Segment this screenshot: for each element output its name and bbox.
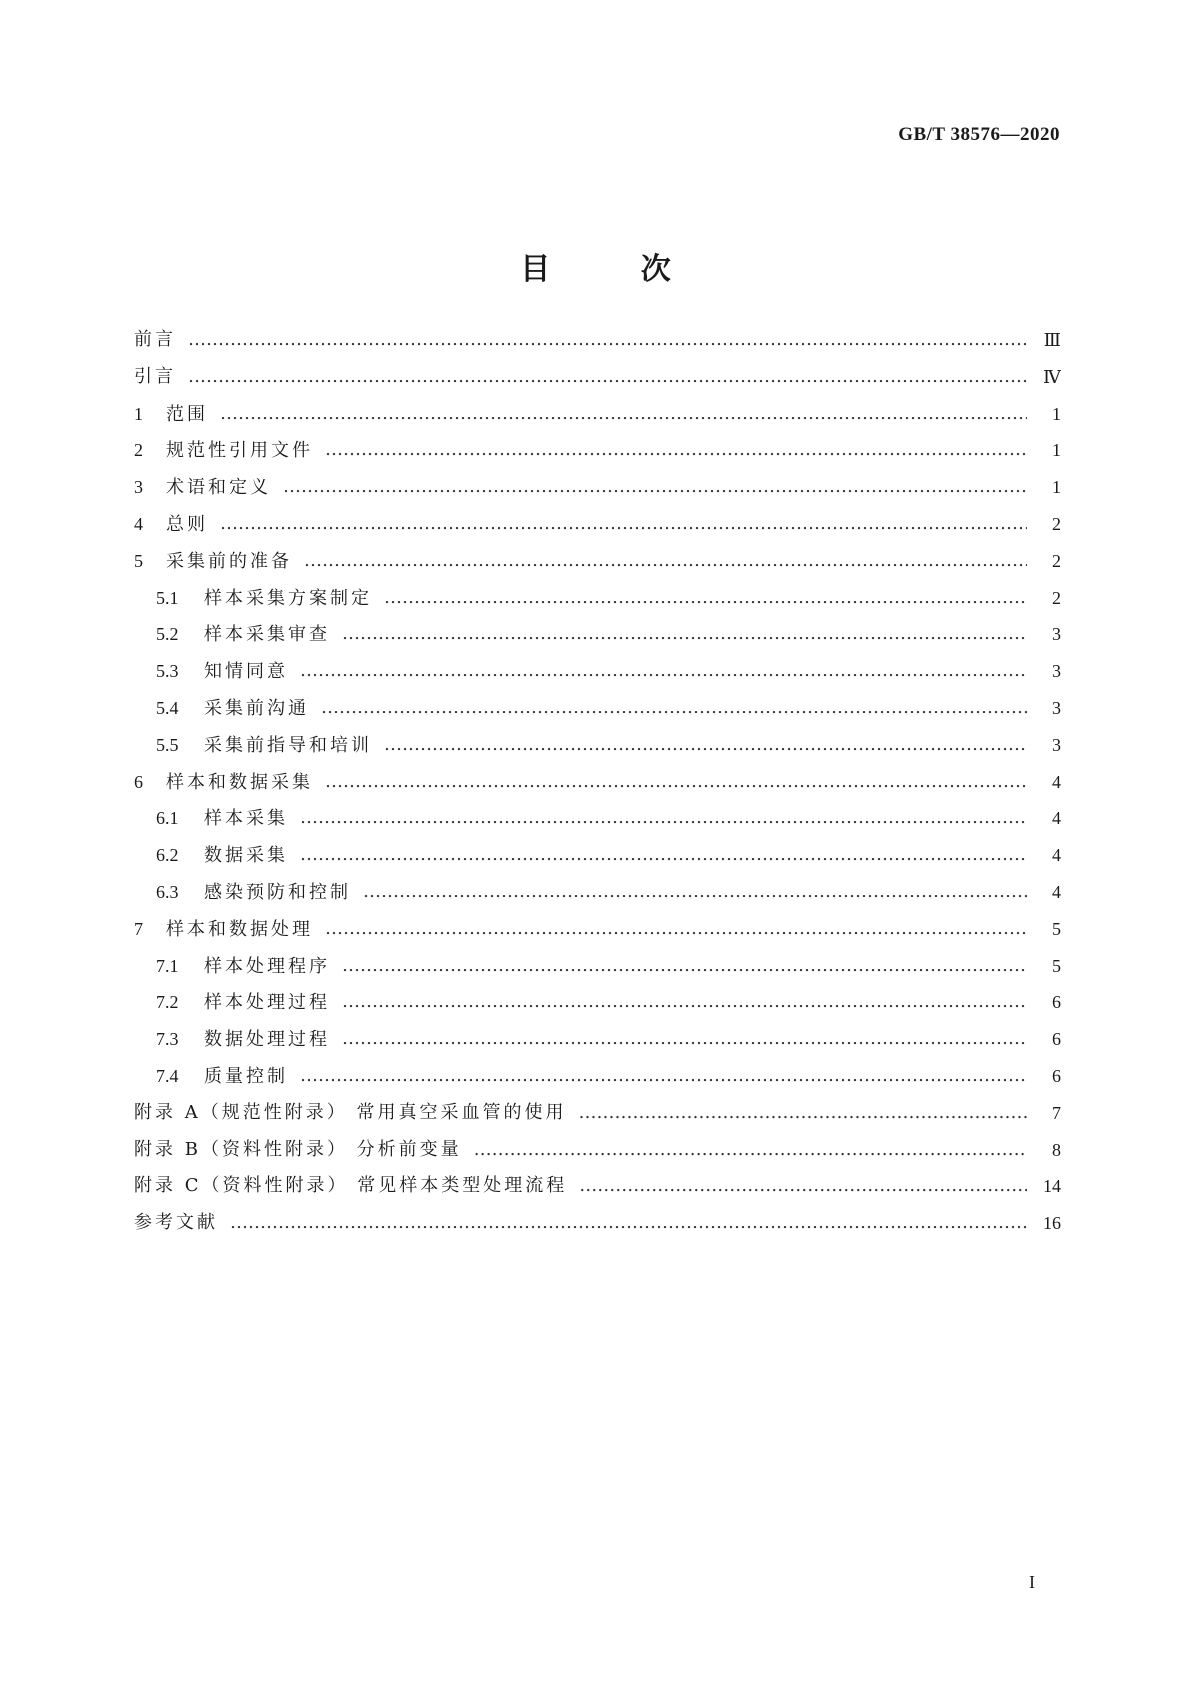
- toc-entry-number: 2: [134, 440, 143, 461]
- page-title: 目 次: [520, 252, 711, 288]
- toc-entry-label: 引言: [134, 365, 176, 387]
- toc-dot-leader: [342, 984, 1027, 1021]
- toc-dot-leader: [384, 727, 1027, 764]
- toc-dot-leader: [325, 432, 1027, 469]
- toc-entry-label: 样本和数据处理: [166, 918, 313, 940]
- toc-entry[interactable]: [134, 690, 1061, 727]
- toc-dot-leader: [283, 469, 1027, 506]
- toc-entry-label: 数据处理过程: [204, 1029, 330, 1051]
- toc-entry-label: 采集前指导和培训: [204, 734, 372, 756]
- toc-entry-page: 4: [1031, 837, 1061, 874]
- toc-entry-page: 4: [1031, 800, 1061, 837]
- toc-dot-leader: [300, 837, 1027, 874]
- toc-entry-page: 1: [1031, 432, 1061, 469]
- toc-entry-page: 3: [1031, 690, 1061, 727]
- toc-dot-leader: [304, 543, 1027, 580]
- toc-entry-number: 7.4: [156, 1065, 179, 1086]
- toc-entry-number: 6.1: [156, 808, 179, 829]
- toc-dot-leader: [325, 911, 1027, 948]
- toc-entry-page: 6: [1031, 984, 1061, 1021]
- toc-dot-leader: [474, 1132, 1027, 1169]
- toc-entry-page: 6: [1031, 1058, 1061, 1095]
- toc-entry-number: 3: [134, 477, 143, 498]
- toc-dot-leader: [578, 1095, 1027, 1132]
- toc-entry-label: 样本和数据采集: [166, 771, 313, 793]
- toc-entry[interactable]: [134, 543, 1061, 580]
- toc-entry-number: 5.3: [156, 661, 179, 682]
- toc-entry[interactable]: [134, 506, 1061, 543]
- toc-entry-label: 附录 A（规范性附录） 常用真空采血管的使用: [134, 1101, 567, 1123]
- toc-entry-page: 6: [1031, 1021, 1061, 1058]
- toc-entry-page: 5: [1031, 948, 1061, 985]
- toc-entry-number: 5.1: [156, 587, 179, 608]
- toc-entry-page: 3: [1031, 727, 1061, 764]
- toc-dot-leader: [384, 580, 1027, 617]
- toc-dot-leader: [220, 396, 1027, 433]
- toc-entry-label: 总则: [166, 513, 208, 535]
- toc-dot-leader: [363, 874, 1027, 911]
- toc-dot-leader: [220, 506, 1027, 543]
- toc-entry[interactable]: [134, 874, 1061, 911]
- toc-entry-page: 2: [1031, 580, 1061, 617]
- toc-entry-number: 7: [134, 918, 143, 939]
- toc-entry[interactable]: [134, 911, 1061, 948]
- toc-entry[interactable]: [134, 800, 1061, 837]
- toc-entry[interactable]: [134, 469, 1061, 506]
- toc-entry-label: 前言: [134, 329, 176, 350]
- toc-entry-number: 7.3: [156, 1029, 179, 1050]
- toc-dot-leader: [342, 1021, 1027, 1058]
- toc-entry-page: 3: [1031, 616, 1061, 653]
- toc-entry-label: 数据采集: [204, 845, 288, 867]
- toc-entry-page: 4: [1031, 874, 1061, 911]
- toc-entry[interactable]: [134, 984, 1061, 1021]
- toc-entry-label: 质量控制: [204, 1065, 288, 1087]
- toc-dot-leader: [321, 690, 1027, 727]
- toc-dot-leader: [579, 1168, 1027, 1205]
- toc-entry-label: 样本采集: [204, 808, 288, 830]
- toc-entry-page: 14: [1031, 1168, 1061, 1205]
- toc-entry-page: 8: [1031, 1132, 1061, 1169]
- toc-entry[interactable]: [134, 727, 1061, 764]
- toc-entry-label: 样本采集审查: [204, 624, 330, 646]
- toc-dot-leader: [300, 800, 1027, 837]
- toc-entry-label: 感染预防和控制: [204, 881, 351, 903]
- toc-entry-page: 7: [1031, 1095, 1061, 1132]
- toc-entry[interactable]: [134, 1058, 1061, 1095]
- toc-entry-number: 7.1: [156, 955, 179, 976]
- toc-entry[interactable]: [134, 653, 1061, 690]
- toc-entry-page: 4: [1031, 764, 1061, 801]
- toc-entry-number: 5.4: [156, 697, 179, 718]
- toc-entry-label: 术语和定义: [166, 477, 271, 499]
- toc-entry[interactable]: [134, 359, 1061, 396]
- toc-entry[interactable]: [134, 1205, 1061, 1242]
- toc-entry-number: 6.2: [156, 845, 179, 866]
- toc-entry-number: 5.5: [156, 734, 179, 755]
- toc-entry-label: 样本处理程序: [204, 955, 330, 977]
- toc-entry-label: 样本采集方案制定: [204, 587, 372, 609]
- toc-entry[interactable]: [134, 616, 1061, 653]
- toc-entry-page: 1: [1031, 396, 1061, 433]
- toc-entry-page: Ⅲ: [1031, 322, 1061, 359]
- toc-entry-label: 参考文献: [134, 1212, 218, 1234]
- toc-entry[interactable]: [134, 1168, 1061, 1205]
- standard-number: GB/T 38576—2020: [898, 124, 1060, 145]
- toc-entry[interactable]: [134, 948, 1061, 985]
- toc-entry[interactable]: [134, 764, 1061, 801]
- toc-entry[interactable]: [134, 432, 1061, 469]
- toc-entry-label: 附录 C（资料性附录） 常见样本类型处理流程: [134, 1175, 568, 1197]
- toc-dot-leader: [230, 1205, 1027, 1242]
- toc-entry-label: 样本处理过程: [204, 992, 330, 1014]
- toc-entry-number: 5.2: [156, 624, 179, 645]
- toc-entry-label: 规范性引用文件: [166, 440, 313, 462]
- toc-dot-leader: [342, 616, 1027, 653]
- toc-dot-leader: [300, 653, 1027, 690]
- toc-entry-number: 4: [134, 513, 143, 534]
- toc-entry[interactable]: [134, 322, 1061, 359]
- toc-entry[interactable]: [134, 1021, 1061, 1058]
- toc-entry-page: 5: [1031, 911, 1061, 948]
- toc-dot-leader: [325, 764, 1027, 801]
- toc-entry-label: 知情同意: [204, 661, 288, 683]
- toc-dot-leader: [342, 948, 1027, 985]
- page-number: I: [1029, 1572, 1035, 1592]
- toc-entry[interactable]: [134, 396, 1061, 433]
- toc-entry-label: 范围: [166, 403, 208, 425]
- toc-entry-number: 6: [134, 771, 143, 792]
- toc-entry-number: 5: [134, 550, 143, 571]
- toc-entry[interactable]: [134, 837, 1061, 874]
- toc-dot-leader: [188, 322, 1027, 359]
- toc-entry-number: 6.3: [156, 881, 179, 902]
- toc-dot-leader: [188, 359, 1027, 396]
- table-of-contents: [134, 322, 1061, 1242]
- toc-entry-label: 采集前的准备: [166, 550, 292, 572]
- toc-entry[interactable]: [134, 1132, 1061, 1169]
- toc-entry-number: 7.2: [156, 992, 179, 1013]
- toc-entry-number: 1: [134, 403, 143, 424]
- toc-entry-page: 16: [1031, 1205, 1061, 1242]
- toc-entry[interactable]: [134, 580, 1061, 617]
- toc-dot-leader: [300, 1058, 1027, 1095]
- toc-entry-page: Ⅳ: [1031, 359, 1061, 396]
- toc-entry[interactable]: [134, 1095, 1061, 1132]
- toc-entry-page: 3: [1031, 653, 1061, 690]
- toc-entry-page: 2: [1031, 506, 1061, 543]
- toc-entry-page: 1: [1031, 469, 1061, 506]
- toc-entry-label: 采集前沟通: [204, 697, 309, 719]
- toc-entry-page: 2: [1031, 543, 1061, 580]
- toc-entry-label: 附录 B（资料性附录） 分析前变量: [134, 1138, 462, 1160]
